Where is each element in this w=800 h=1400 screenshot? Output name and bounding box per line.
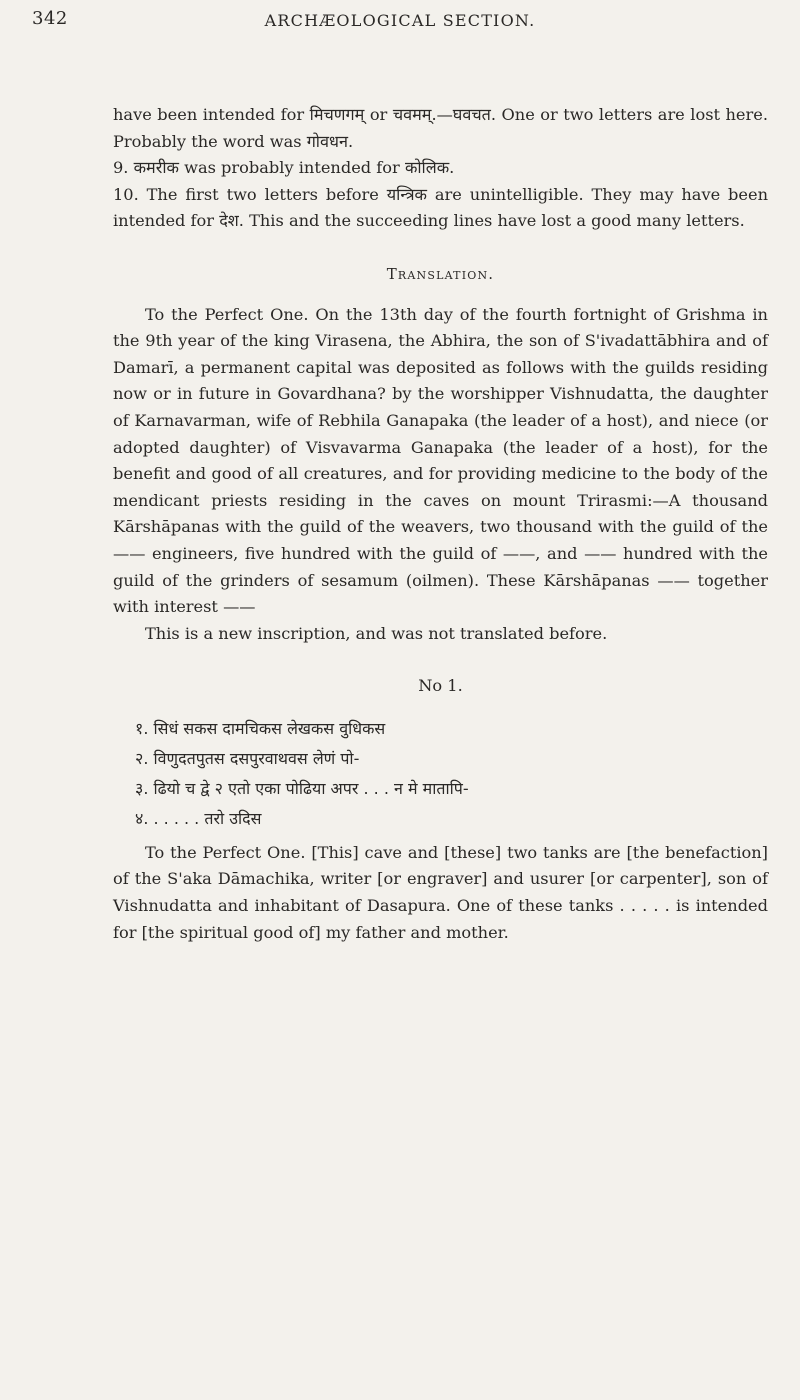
page-number: 342 (32, 8, 68, 29)
inscription-translation: To the Perfect One. [This] cave and [these] two tanks are [the benefaction] of the S'aka Dāmachika, writer [or engraver] and usurer [or carpenter], son of Vishnudatta and inhabitant of Dasapura. One of these tanks . . . . . is intended for [the spiritual good of] my father and mother. (113, 842, 768, 942)
note-text: or (364, 105, 393, 124)
devanagari-word: मिचणगम् (309, 105, 365, 124)
devanagari-word: देश (219, 211, 239, 231)
page-content (113, 102, 768, 946)
note-text: are unintelligible. They may have been intended for (113, 184, 769, 231)
inscription-heading: No 1. (418, 676, 463, 696)
devanagari-word: यन्त्रिक (386, 184, 427, 204)
devanagari-word: कोलिक (404, 158, 450, 178)
inscription-line-3: ३. ढियो च द्वे २ एतो एका पोढिया अपर . . . न मे मातापि- (135, 778, 469, 798)
note-text: . This and the succeeding lines have lost a good many letters. (238, 211, 745, 231)
devanagari-word: कमरीक (133, 158, 179, 178)
translation-paragraph: To the Perfect One. On the 13th day of the fourth fortnight of Grishma in the 9th year of the king Virasena, the Abhira, the son of S'ivadattābhira and of Damarī, a permanent capital was deposited as follows with the guilds residing now or in future in Govardhana? by the worshipper Vishnudatta, the daughter of Karnavarman, wife of Rebhila Ganapaka (the leader of a host), and niece (or adopted daughter) of Visvavarma Ganapaka (the leader of a host), for the benefit and good of all creatures, and for providing medicine to the body of the mendicant priests residing in the caves on mount Trirasmi:—A thousand Kārshāpanas with the guild of the weavers, two thousand with the guild of the —— engineers, five hundred with the guild of ——, and —— hundred with the guild of the grinders of sesamum (oilmen). These Kārshāpanas —— together with interest —— (113, 304, 768, 617)
translation-note: This is a new inscription, and was not translated before. (145, 623, 608, 643)
note-text: was probably intended for (178, 158, 405, 178)
note-9 (113, 155, 768, 182)
inscription-line-4: ४. . . . . . तरो उदिस (135, 808, 262, 828)
note-text: 10. The first two letters before (113, 184, 387, 204)
translation-heading: Translation. (386, 264, 495, 283)
devanagari-word: घवचत (452, 105, 491, 124)
note-text: .— (431, 105, 453, 124)
note-10 (113, 182, 768, 235)
note-text: . (347, 131, 354, 151)
inscription-line-1: १. सिधं सकस दामचिकस लेखकस वुधिकस (135, 718, 386, 738)
note-text: . (449, 158, 455, 178)
note-text: . One or two letters are lost here. Probably the word was (113, 105, 768, 151)
devanagari-word: गोवधन (306, 131, 348, 151)
devanagari-word: चवमम् (392, 105, 432, 124)
inscription-text (135, 714, 768, 834)
inscription-line-2: २. विणुदतपुतस दसपुरवाथवस लेणं पो- (135, 748, 360, 768)
notes-paragraph (113, 102, 768, 155)
note-number: 9. (113, 158, 134, 178)
note-text: have been intended for (113, 105, 310, 124)
running-title: ARCHÆOLOGICAL SECTION. (264, 11, 536, 30)
